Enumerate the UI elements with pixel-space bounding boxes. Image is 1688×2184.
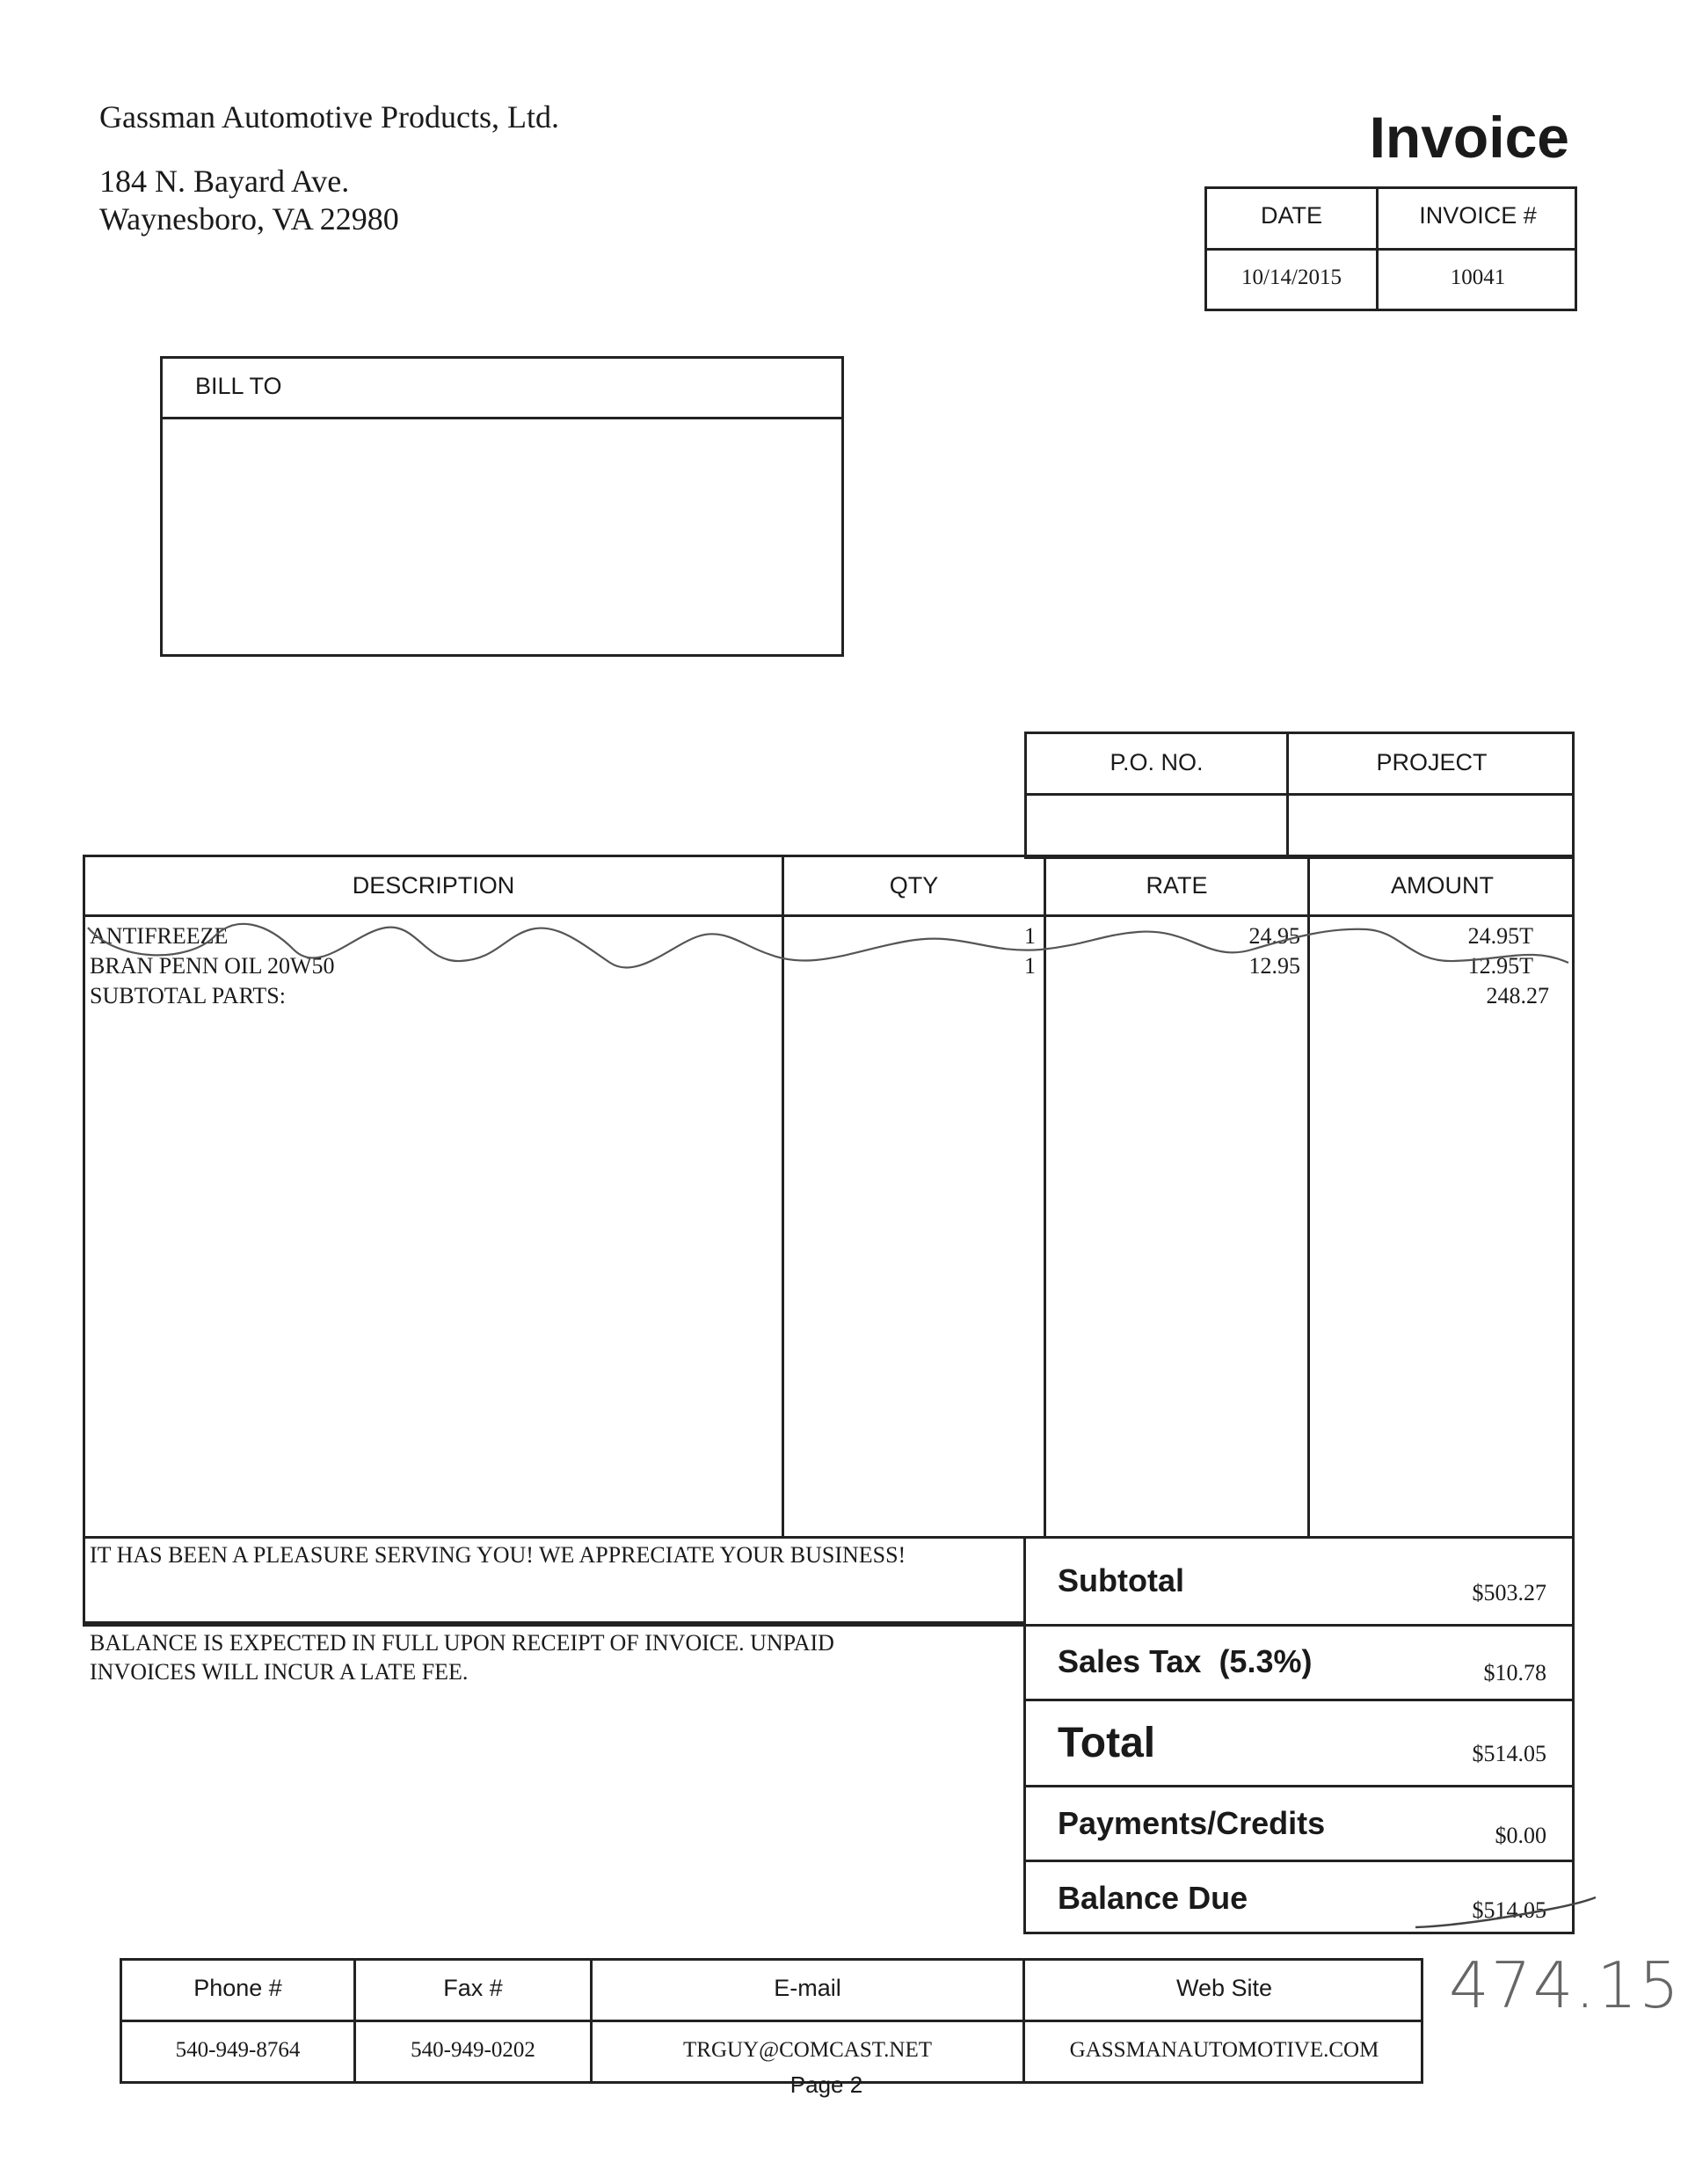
balance-strikethrough <box>1407 1882 1600 1934</box>
item-rate: 12.95 <box>1248 953 1300 979</box>
thank-you-message: IT HAS BEEN A PLEASURE SERVING YOU! WE APPRECIATE YOUR BUSINESS! <box>90 1542 906 1568</box>
company-address-line2: Waynesboro, VA 22980 <box>99 201 399 237</box>
item-amount: 12.95T <box>1467 953 1533 979</box>
fax-label: Fax # <box>443 1975 503 2001</box>
item-qty: 1 <box>1024 923 1036 949</box>
fax-value: 540-949-0202 <box>411 2038 535 2062</box>
item-amount: 248.27 <box>1486 983 1549 1008</box>
email-value: TRGUY@COMCAST.NET <box>683 2038 932 2062</box>
handwritten-strikethrough <box>83 910 1577 989</box>
handwritten-balance-note: 474.15 <box>1449 1948 1681 2022</box>
payments-credits-value: $0.00 <box>1495 1823 1546 1848</box>
item-description: ANTIFREEZE <box>90 923 229 949</box>
terms-line2: INVOICES WILL INCUR A LATE FEE. <box>90 1659 469 1685</box>
email-label: E-mail <box>774 1975 841 2001</box>
total-label: Total <box>1058 1720 1156 1766</box>
subtotal-label: Subtotal <box>1058 1562 1184 1598</box>
balance-due-label: Balance Due <box>1058 1880 1248 1916</box>
company-address-line1: 184 N. Bayard Ave. <box>99 164 350 199</box>
invoice-number-label: INVOICE # <box>1419 202 1537 229</box>
company-name: Gassman Automotive Products, Ltd. <box>99 99 559 135</box>
amount-header: AMOUNT <box>1391 872 1494 899</box>
description-header: DESCRIPTION <box>352 872 515 899</box>
bill-to-label: BILL TO <box>195 373 282 399</box>
project-label: PROJECT <box>1376 749 1488 775</box>
qty-header: QTY <box>889 872 939 899</box>
total-value: $514.05 <box>1472 1741 1546 1766</box>
invoice-number: 10041 <box>1450 266 1506 289</box>
phone-value: 540-949-8764 <box>175 2038 301 2062</box>
item-description: BRAN PENN OIL 20W50 <box>90 953 335 979</box>
item-rate: 24.95 <box>1248 923 1300 949</box>
subtotal-value: $503.27 <box>1472 1580 1546 1605</box>
website-label: Web Site <box>1175 1975 1273 2001</box>
payments-credits-label: Payments/Credits <box>1058 1805 1326 1841</box>
rate-header: RATE <box>1146 872 1208 899</box>
po-number-label: P.O. NO. <box>1110 749 1204 775</box>
phone-label: Phone # <box>193 1975 282 2001</box>
sales-tax-value: $10.78 <box>1483 1660 1546 1685</box>
website-value: GASSMANAUTOMOTIVE.COM <box>1069 2038 1379 2062</box>
invoice-title: Invoice <box>1369 105 1569 170</box>
date-label: DATE <box>1260 202 1322 229</box>
sales-tax-label: Sales Tax (5.3%) <box>1058 1643 1313 1679</box>
item-description: SUBTOTAL PARTS: <box>90 983 286 1008</box>
item-qty: 1 <box>1024 953 1036 979</box>
balance-due-value: $514.05 <box>1472 1897 1546 1923</box>
page-number: Page 2 <box>789 2071 863 2098</box>
invoice-date: 10/14/2015 <box>1241 266 1342 289</box>
terms-line1: BALANCE IS EXPECTED IN FULL UPON RECEIPT OF INVOICE. UNPAID <box>90 1630 834 1656</box>
item-amount: 24.95T <box>1467 923 1533 949</box>
